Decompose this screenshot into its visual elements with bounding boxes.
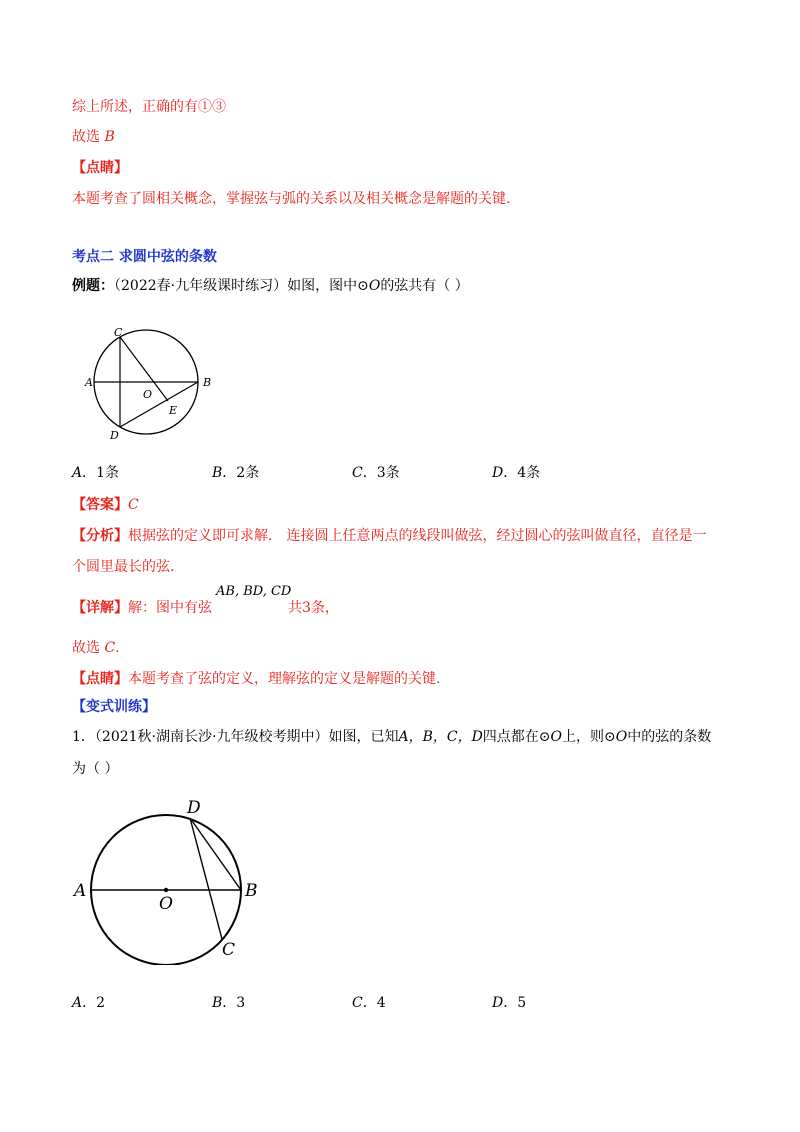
option-letter: A <box>72 995 83 1011</box>
option-text: ．3 <box>222 995 246 1011</box>
answer-line <box>72 495 139 515</box>
fig1-label-d: D <box>110 429 119 442</box>
detail-formula: AB, BD, CD <box>216 584 292 599</box>
summary-line: 综上所述，正确的有①③ <box>72 99 226 115</box>
comment-tag: 【点睛】 <box>72 160 128 176</box>
fig2-label-c: C <box>222 940 236 960</box>
example-question-o: O <box>368 278 381 294</box>
q-text-c: 上，则⊙ <box>562 729 616 745</box>
detail-text-a: 解：图中有弦 <box>128 600 212 616</box>
choice-letter: C <box>104 640 116 656</box>
practice-option-c <box>352 993 386 1013</box>
q-points: A，B，C，D <box>398 729 483 745</box>
comment-tag: 【点睛】 <box>72 671 128 687</box>
detail-line <box>72 598 212 618</box>
example-question <box>72 276 469 296</box>
q-o1: O <box>550 729 563 745</box>
center-point <box>164 888 168 892</box>
fig2-label-a: A <box>74 881 87 901</box>
fig2-label-d: D <box>187 798 201 818</box>
fig1-label-o: O <box>143 388 153 401</box>
comment-line-2 <box>72 669 440 689</box>
option-text: ．4 <box>362 995 386 1011</box>
fig2-label-o: O <box>159 894 173 914</box>
option-letter: A <box>72 465 83 481</box>
example-source: （2022春·九年级课时练习） <box>114 278 288 294</box>
option-letter: C <box>352 465 363 481</box>
section-heading: 考点二 求圆中弦的条数 <box>72 249 217 265</box>
option-letter: C <box>352 995 363 1011</box>
option-text: ．5 <box>503 995 527 1011</box>
q-number: 1． <box>72 729 95 745</box>
practice-option-b <box>212 993 245 1013</box>
option-letter: B <box>212 995 223 1011</box>
analysis-text: 根据弦的定义即可求解． 连接圆上任意两点的线段叫做弦，经过圆心的弦叫做直径，直径是一 <box>128 528 707 544</box>
option-letter: B <box>212 465 223 481</box>
answer-tag: 【答案】 <box>72 497 128 513</box>
practice-option-d <box>492 993 526 1013</box>
q-text-b: 四点都在⊙ <box>482 729 551 745</box>
q-o2: O <box>615 729 628 745</box>
option-d <box>492 463 540 483</box>
example-question-a: 如图，图中⊙ <box>287 278 369 294</box>
chord-db <box>190 818 241 890</box>
practice-heading: 【变式训练】 <box>72 699 156 715</box>
choice-line <box>72 127 115 147</box>
fig1-label-b: B <box>203 376 212 389</box>
analysis-line-2: 个圆里最长的弦. <box>72 559 175 575</box>
comment-text: 本题考查了弦的定义，理解弦的定义是解题的关键. <box>128 671 441 687</box>
choice-prefix: 故选 <box>72 640 105 656</box>
option-text: ．4条 <box>503 465 541 481</box>
analysis-line-1 <box>72 526 706 546</box>
answer-value: C <box>128 497 139 513</box>
fig1-label-e: E <box>169 404 178 417</box>
choice-suffix: . <box>115 640 120 656</box>
fig2-label-b: B <box>245 881 258 901</box>
figure-circle-2 <box>70 795 270 965</box>
figure-circle-1 <box>82 325 222 445</box>
option-text: ．3条 <box>362 465 400 481</box>
choice-line-2 <box>72 638 120 658</box>
choice-prefix: 故选 <box>72 129 105 145</box>
option-text: ．2 <box>82 995 106 1011</box>
fig1-label-c: C <box>114 326 123 339</box>
comment-text: 本题考查了圆相关概念，掌握弦与弧的关系以及相关概念是解题的关键. <box>72 191 511 207</box>
practice-question-line-2: 为（ ） <box>72 761 119 777</box>
example-label: 例题： <box>72 278 114 294</box>
option-text: ．2条 <box>222 465 260 481</box>
q-source: （2021秋·湖南长沙·九年级校考期中） <box>94 729 329 745</box>
option-b <box>212 463 259 483</box>
option-text: ．1条 <box>82 465 120 481</box>
practice-question-line-1 <box>72 727 711 747</box>
analysis-tag: 【分析】 <box>72 528 128 544</box>
q-text-a: 如图，已知 <box>328 729 399 745</box>
practice-option-a <box>72 993 105 1013</box>
option-letter: D <box>492 465 504 481</box>
fig1-label-a: A <box>85 376 93 389</box>
option-a <box>72 463 119 483</box>
detail-tag: 【详解】 <box>72 600 128 616</box>
choice-letter: B <box>104 129 115 145</box>
option-letter: D <box>492 995 504 1011</box>
detail-text-b: 共3条， <box>288 600 339 616</box>
example-question-c: 的弦共有（ ） <box>380 278 469 294</box>
q-text-d: 中的弦的条数 <box>627 729 712 745</box>
option-c <box>352 463 400 483</box>
